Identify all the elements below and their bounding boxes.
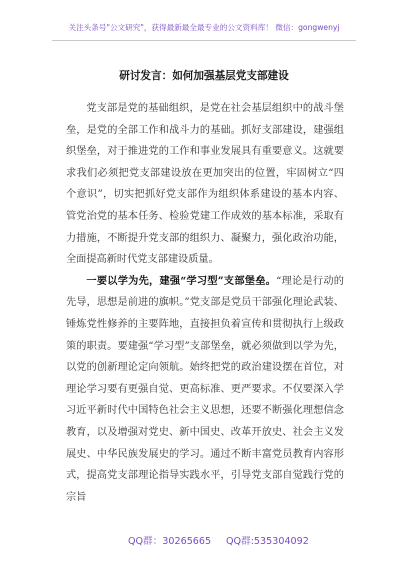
document-title: 研讨发言：如何加强基层党支部建设: [119, 70, 289, 82]
point-one-heading: 一要以学为先，建强“学习型”支部堡垒。: [86, 274, 277, 287]
paragraph-point-one: [66, 271, 344, 509]
document-body: [66, 98, 344, 508]
header-promo: 关注头条号"公文研究"，获得最新最全最专业的公文资料库！ 微信：gongwenyj: [68, 23, 340, 32]
header-divider: [52, 40, 356, 41]
footer-qq-group-2: QQ群:535304092: [226, 536, 309, 547]
footer-qq-group-1: QQ群：30265665: [128, 536, 212, 547]
point-one-text: “理论是行动的先导，思想是前进的旗帜。”党支部是党员干部强化理论武装、锤炼党性修养的主要阵地，直接担负着宣传和贯彻执行上级政策的职责。要建强“学习型”支部堡垒，就必须做到以学为先，以党的创新理论定向领航。始终把党的政治建设摆在首位，对理论学习要有更强自觉、更高标准、更严要求。不仅要深入学习近平新时代中国特色社会主义思想，还要不断强化理想信念教育，以及增强对党史、新中国史、改革开放史、社会主义发展史、中华民族发展史的学习。通过不断丰富党员教育内容形式，提高党支部理论指导实践水平，引导党支部自觉践行党的宗旨: [66, 275, 344, 503]
paragraph-intro: 党支部是党的基础组织，是党在社会基层组织中的战斗堡垒，是党的全部工作和战斗力的基础。抓好支部建设，建强组织堡垒，对于推进党的工作和事业发展具有重要意义。这就要求我们必须把党支部建设放在更加突出的位置，牢固树立“四个意识”，切实把抓好党支部作为组织体系建设的基本内容、管党治党的基本任务、检验党建工作成效的基本标准，采取有力措施，不断提升党支部的组织力、凝聚力，强化政治功能，全面提高新时代党支部建设质量。: [66, 103, 344, 266]
